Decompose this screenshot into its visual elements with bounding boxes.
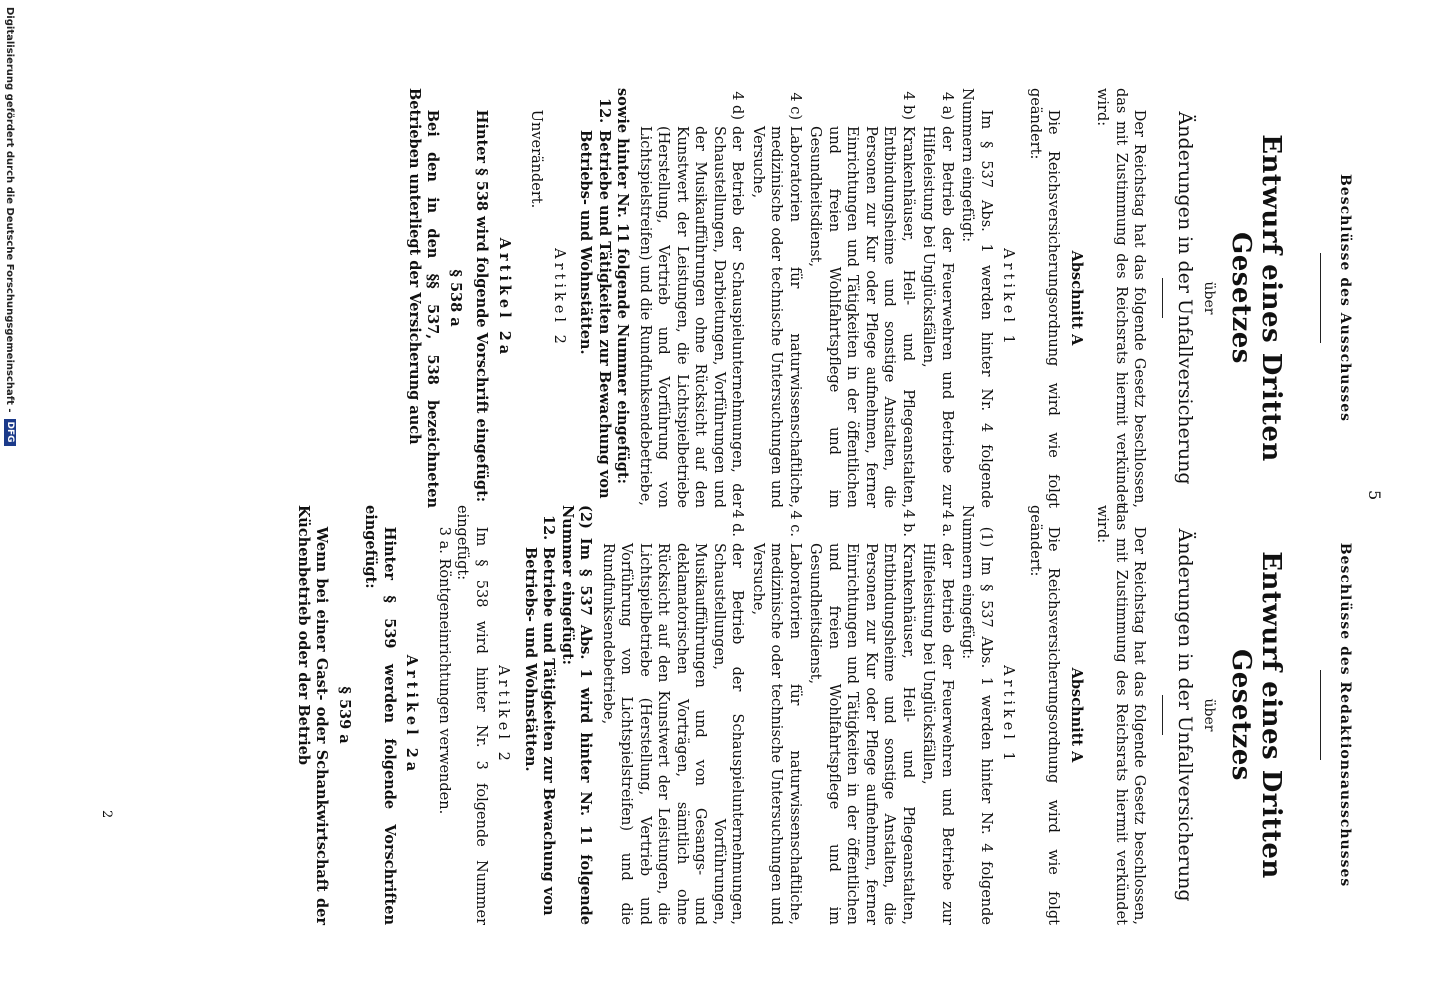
- divider: [1163, 278, 1164, 318]
- amendment-text: sowie hinter Nr. 11 folgende Nummer eingefügt:: [614, 88, 632, 484]
- item-text: Laboratorien für naturwissenschaftliche, medizinische oder technische Untersuchungen und Versuche,: [750, 543, 803, 925]
- list-item: [806, 88, 917, 508]
- list-item: [521, 515, 558, 925]
- list-item: [806, 505, 917, 925]
- article-intro: Hinter § 538 wird folgende Vorschrift eingefügt:: [473, 109, 491, 503]
- paragraph-heading: § 538 a: [447, 269, 464, 327]
- divider: [1163, 695, 1164, 735]
- page-number: 5: [1365, 490, 1384, 501]
- item-number: 4 b.: [900, 509, 916, 537]
- credit-text: Digitalisierung gefördert durch die Deutsche Forschungsgemeinschaft -: [4, 7, 16, 413]
- item-text: der Betrieb der Schauspielunternehmungen, Schaustellungen, Vorführungen, Musikaufführungen und von Gesangs- und deklamatorischen Vorträgen, sämtlich ohne Rücksicht auf den Kunstwert der Leistungen, die Lichtspielbetriebe (Herstellung, Vertrieb und Vorführung von Lichtspielstreifen) und die Rundfunksendebetriebe,: [600, 543, 746, 925]
- paragraph-text: Bei den in den §§ 537, 538 bezeichneten Betrieben unterliegt der Versicherung auch: [406, 88, 442, 508]
- intro-paragraph: Der Reichstag hat das folgende Gesetz beschlossen, das mit Zustimmung des Reichsrats hiermit verkündet wird:: [1094, 505, 1148, 925]
- item-number: 4 c): [787, 92, 803, 120]
- item-number: 12.: [540, 515, 558, 541]
- article-heading: Artikel 2: [495, 665, 512, 765]
- article-heading: Artikel 2: [551, 248, 567, 348]
- list-item: [749, 88, 805, 508]
- section-intro: Die Reichsversicherungsordnung wird wie folgt geändert:: [1027, 505, 1062, 925]
- item-text: der Betrieb der Feuerwehren und Betriebe zur Hilfeleistung bei Unglücksfällen,: [920, 543, 955, 925]
- article-heading: Artikel 2a: [403, 654, 421, 776]
- document-subtitle: Änderungen in der Unfallversicherung: [1174, 111, 1196, 485]
- item-text: der Betrieb der Feuerwehren und Betriebe zur Hilfeleistung bei Unglücksfällen,: [920, 126, 955, 508]
- list-item: [919, 505, 956, 925]
- item-number: 12.: [596, 98, 613, 124]
- item-number: 4 d): [729, 91, 746, 120]
- item-number: 4 c.: [787, 510, 803, 537]
- intro-paragraph: Der Reichstag hat das folgende Gesetz beschlossen, das mit Zustimmung des Reichsrats hiermit verkündet wird:: [1094, 88, 1148, 508]
- divider: [1321, 253, 1322, 343]
- paragraph-text: Wenn bei einer Gast- oder Schankwirtschaft der Küchenbetrieb oder der Betrieb: [295, 505, 331, 925]
- section-intro: Die Reichsversicherungsordnung wird wie folgt geändert:: [1027, 88, 1062, 508]
- section-heading: Abschnitt A: [1068, 667, 1085, 763]
- amendment-text: (2) Im § 537 Abs. 1 wird hinter Nr. 11 folgende Nummer eingefügt:: [559, 505, 595, 925]
- item-number: 4 d.: [729, 509, 746, 537]
- digitization-credit: [2, 7, 18, 992]
- title-connector: über: [1201, 698, 1218, 732]
- item-number: 4 a): [939, 91, 955, 120]
- column-ausschuss: [405, 88, 1355, 508]
- divider: [1321, 670, 1322, 760]
- column-header: Beschlüsse des Redaktionsausschusses: [1337, 542, 1353, 888]
- article-intro: Hinter § 539 werden folgende Vorschriften eingefügt:: [362, 505, 398, 925]
- item-text: Laboratorien für naturwissenschaftliche, medizinische oder technische Untersuchungen und Versuche,: [750, 126, 803, 508]
- article-heading: Artikel 1: [1000, 665, 1017, 765]
- article-heading: Artikel 1: [1000, 248, 1017, 348]
- document-subtitle: Änderungen in der Unfallversicherung: [1174, 528, 1196, 902]
- item-text: Betriebe und Tätigkeiten zur Bewachung von Betriebs- und Wohnstätten.: [522, 547, 558, 916]
- item-text: Krankenhäuser, Heil- und Pflegeanstalten, Entbindungsheime und sonstige Anstalten, die Personen zur Kur oder Pflege aufnehmen, ferner Einrichtungen und Tätigkeiten in der öffentlichen und freien Wohlfahrtspflege und im Gesundheitsdienst,: [807, 543, 916, 925]
- article-intro: (1) Im § 537 Abs. 1 werden hinter Nr. 4 folgende Nummern eingefügt:: [959, 505, 994, 925]
- title-connector: über: [1201, 281, 1218, 315]
- paragraph-heading: § 539 a: [336, 686, 353, 744]
- document-title: Entwurf eines Dritten Gesetzes: [1226, 134, 1287, 462]
- list-item: [599, 505, 747, 925]
- item-number: 4 a.: [939, 509, 955, 537]
- list-item: [919, 88, 956, 508]
- item-text: Krankenhäuser, Heil- und Pflegeanstalten, Entbindungsheime und sonstige Anstalten, die Personen zur Kur oder Pflege aufnehmen, ferner Einrichtungen und Tätigkeiten in der öffentlichen und freien Wohlfahrtspflege und im Gesundheitsdienst,: [807, 126, 916, 508]
- article-intro: Im § 537 Abs. 1 werden hinter Nr. 4 folgende Nummern eingefügt:: [959, 88, 994, 508]
- item-text: der Betrieb der Schauspielunternehmungen, der Schaustellungen, Darbietungen, Vorführungen und der Musikaufführungen ohne Rücksicht auf den Kunstwert der Leistungen, die Lichtspielbetriebe (Herstellung, Vertrieb und Vorführung von Lichtspielstreifen) und die Rundfunksendebetriebe,: [637, 126, 746, 508]
- article-heading: Artikel 2a: [496, 237, 513, 359]
- list-item: [576, 98, 613, 508]
- document-title: Entwurf eines Dritten Gesetzes: [1226, 551, 1287, 879]
- dfg-logo: DFG: [4, 419, 16, 446]
- bottom-mark: 2: [99, 810, 114, 819]
- article-text: Unverändert.: [528, 109, 545, 209]
- list-item: [749, 505, 805, 925]
- column-header: Beschlüsse des Ausschusses: [1337, 173, 1353, 423]
- item-text: Betriebe und Tätigkeiten zur Bewachung von Betriebs- und Wohnstätten.: [577, 130, 613, 499]
- list-item: [636, 88, 747, 508]
- column-redaktionsausschuss: [294, 505, 1355, 925]
- item-number: 4 b): [900, 91, 916, 120]
- section-heading: Abschnitt A: [1068, 250, 1085, 346]
- article-text: Im § 538 wird hinter Nr. 3 folgende Nummer eingefügt:: [454, 505, 489, 925]
- article-item: 3 a. Röntgeneinrichtungen verwenden.: [436, 526, 452, 815]
